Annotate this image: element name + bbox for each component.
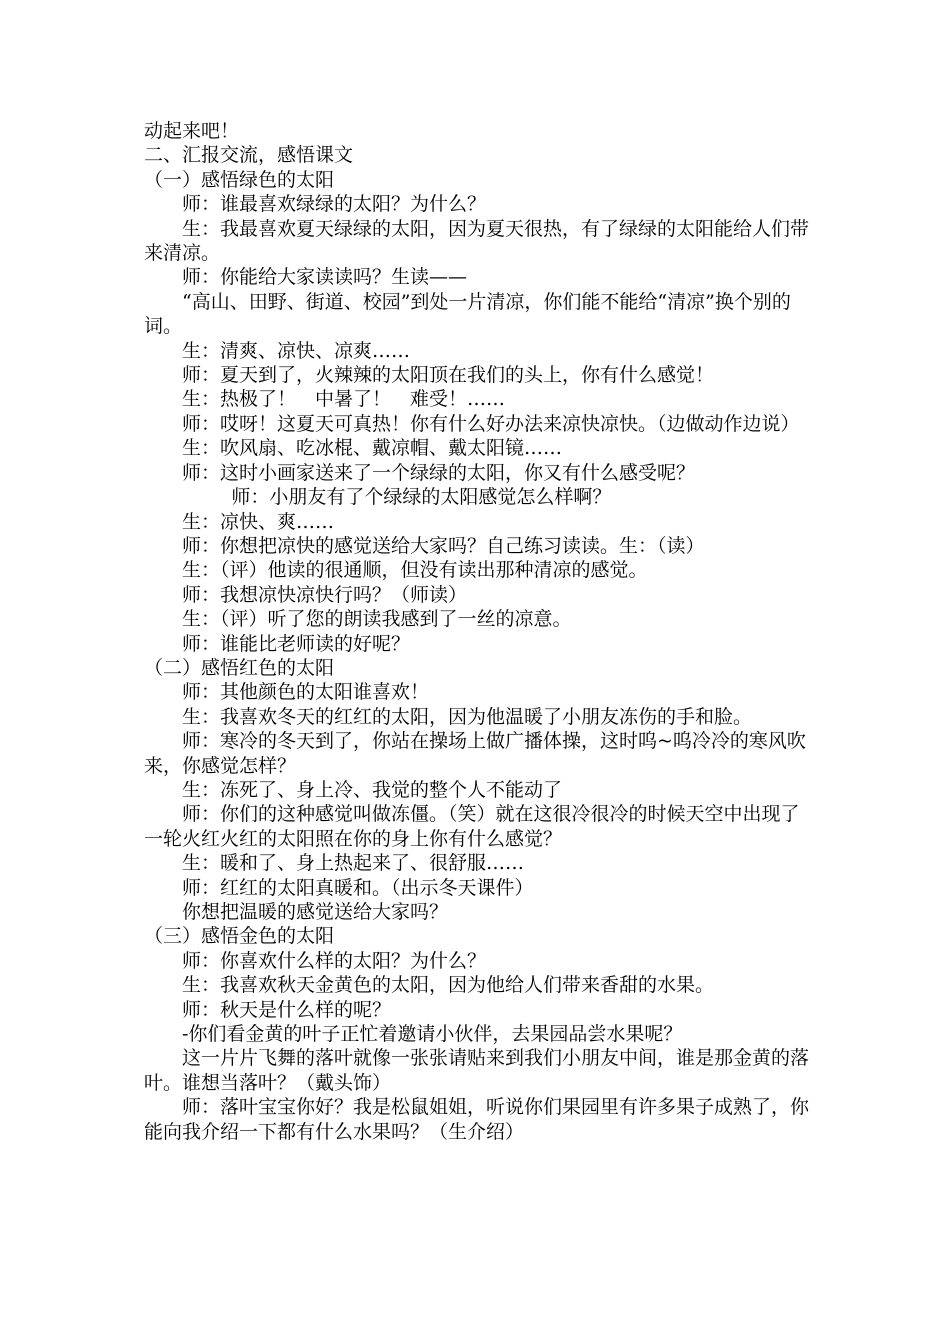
- paragraph-line: 师：其他颜色的太阳谁喜欢！: [182, 681, 430, 704]
- paragraph-line: 动起来吧！: [144, 120, 240, 142]
- document-body: [144, 119, 812, 1144]
- paragraph-line: 师：你们的这种感觉叫做冻僵。（笑）就在这很冷很冷的时候天空中出现了一轮火红火红的太阳照在你的身上你有什么感觉？: [144, 803, 800, 850]
- paragraph-line: 你想把温暖的感觉送给大家吗？: [182, 901, 449, 923]
- paragraph-line: 生：（评）他读的很通顺，但没有读出那种清凉的感觉。: [182, 559, 648, 582]
- paragraph-line: 生：（评）听了您的朗读我感到了一丝的凉意。: [182, 608, 572, 631]
- paragraph-line: “高山、田野、街道、校园”到处一片清凉，你们能不能给“清凉”换个别的词。: [144, 290, 791, 338]
- paragraph-line: 生：我最喜欢夏天绿绿的太阳，因为夏天很热，有了绿绿的太阳能给人们带来清凉。: [144, 217, 810, 265]
- paragraph-line: 师：我想凉快凉快行吗？（师读）: [182, 583, 468, 606]
- paragraph-line: 二、汇报交流，感悟课文: [144, 144, 354, 167]
- paragraph-line: 生：我喜欢冬天的红红的太阳，因为他温暖了小朋友冻伤的手和脸。: [182, 705, 753, 728]
- paragraph-line: 师：你喜欢什么样的太阳？为什么？: [182, 949, 487, 972]
- paragraph-line: （三）感悟金色的太阳: [144, 925, 335, 948]
- paragraph-line: 生：暖和了、身上热起来了、很舒服……: [182, 852, 525, 875]
- paragraph-line: 生：我喜欢秋天金黄色的太阳，因为他给人们带来香甜的水果。: [182, 974, 715, 997]
- paragraph-line: 师：你想把凉快的感觉送给大家吗？自己练习读读。生：（读）: [182, 534, 705, 557]
- paragraph-line: 生：冻死了、身上冷、我觉的整个人不能动了: [182, 778, 563, 801]
- paragraph-line: 生：吹风扇、吃冰棍、戴凉帽、戴太阳镜……: [182, 437, 563, 460]
- paragraph-line: （二）感悟红色的太阳: [144, 656, 335, 679]
- paragraph-line: 师：这时小画家送来了一个绿绿的太阳，你又有什么感受呢？: [182, 461, 696, 484]
- paragraph-line: 生：凉快、爽……: [182, 510, 335, 533]
- paragraph-line: 生：清爽、凉快、凉爽……: [182, 339, 411, 362]
- paragraph-line: 师：谁最喜欢绿绿的太阳？为什么？: [182, 193, 487, 216]
- paragraph-line: 生：热极了！ 中暑了！ 难受！……: [182, 388, 506, 411]
- paragraph-line: -你们看金黄的叶子正忙着邀请小伙伴，去果园品尝水果呢？: [182, 1023, 683, 1046]
- paragraph-line: 师：夏天到了，火辣辣的太阳顶在我们的头上，你有什么感觉！: [182, 364, 715, 387]
- paragraph-line: 师：小朋友有了个绿绿的太阳感觉怎么样啊？: [231, 486, 612, 509]
- paragraph-line: 师：谁能比老师读的好呢？: [182, 632, 411, 655]
- paragraph-line: （一）感悟绿色的太阳: [144, 168, 335, 191]
- paragraph-line: 师：秋天是什么样的呢？: [182, 998, 392, 1021]
- paragraph-line: 师：哎呀！这夏天可真热！你有什么好办法来凉快凉快。（边做动作边说）: [182, 412, 800, 435]
- paragraph-line: 师：你能给大家读读吗？生读——: [182, 266, 468, 289]
- paragraph-line: 师：寒冷的冬天到了，你站在操场上做广播体操，这时呜~呜冷冷的寒风吹来，你感觉怎样？: [144, 730, 806, 777]
- paragraph-line: 师：落叶宝宝你好？我是松鼠姐姐，听说你们果园里有许多果子成熟了，你能向我介绍一下都有什么水果吗？（生介绍）: [144, 1096, 810, 1143]
- paragraph-line: 这一片片飞舞的落叶就像一张张请贴来到我们小朋友中间，谁是那金黄的落叶。谁想当落叶？（戴头饰）: [144, 1047, 810, 1094]
- paragraph-line: 师：红红的太阳真暖和。（出示冬天课件）: [182, 876, 534, 899]
